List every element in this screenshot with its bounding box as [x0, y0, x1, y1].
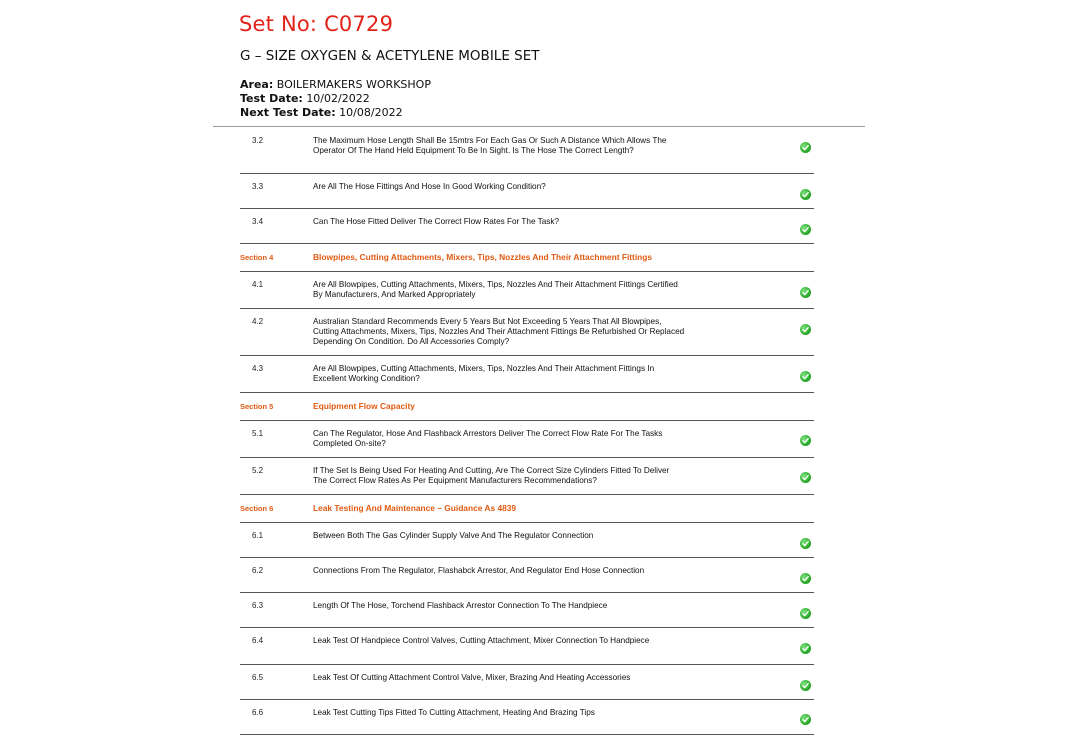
item-question: Connections From The Regulator, Flashabck Arrestor, And Regulator End Hose Connection: [313, 566, 645, 575]
item-question: Leak Test Cutting Tips Fitted To Cutting Attachment, Heating And Brazing Tips: [313, 708, 595, 717]
item-number: 6.6: [252, 708, 264, 717]
item-number: 3.2: [252, 136, 264, 145]
item-number: 6.5: [252, 673, 264, 682]
checklist-row: [240, 665, 814, 700]
test-date-value: 10/02/2022: [306, 92, 370, 105]
next-test-date-label: Next Test Date:: [240, 106, 336, 119]
section-title: Leak Testing And Maintenance – Guidance As 4839: [313, 503, 517, 513]
check-circle-icon: [800, 714, 811, 725]
header-divider: [213, 126, 865, 127]
section-header: [240, 495, 814, 523]
item-number: 5.2: [252, 466, 264, 475]
checklist-row: [240, 700, 814, 735]
item-question: Leak Test Of Cutting Attachment Control Valve, Mixer, Brazing And Heating Accessories: [313, 673, 631, 682]
section-number: Section 5: [240, 402, 274, 411]
item-number: 4.1: [252, 280, 264, 289]
item-number: 4.2: [252, 317, 264, 326]
checklist-row: [240, 309, 814, 356]
area-value: BOILERMAKERS WORKSHOP: [276, 78, 431, 91]
check-circle-icon: [800, 573, 811, 584]
item-question: Can The Hose Fitted Deliver The Correct Flow Rates For The Task?: [313, 217, 560, 226]
checklist-row: [240, 209, 814, 244]
checklist-row: [240, 593, 814, 628]
item-question: Length Of The Hose, Torchend Flashback Arrestor Connection To The Handpiece: [313, 601, 608, 610]
checklist-row: [240, 558, 814, 593]
item-question: Are All Blowpipes, Cutting Attachments, Mixers, Tips, Nozzles And Their Attachment Fittings In Excellent Working Condition?: [313, 364, 655, 383]
area-line: [240, 78, 431, 91]
checklist-row: [240, 421, 814, 458]
item-number: 6.2: [252, 566, 264, 575]
item-number: 6.3: [252, 601, 264, 610]
check-circle-icon: [800, 224, 811, 235]
item-question: If The Set Is Being Used For Heating And Cutting, Are The Correct Size Cylinders Fitted To Deliver The Correct Flow Rates As Per Equipment Manufacturers Recommendations?: [313, 466, 670, 485]
check-circle-icon: [800, 472, 811, 483]
check-circle-icon: [800, 608, 811, 619]
item-number: 3.3: [252, 182, 264, 191]
check-circle-icon: [800, 643, 811, 654]
set-number: Set No: C0729: [239, 12, 394, 36]
checklist-row: [240, 128, 814, 174]
next-test-date-line: [240, 106, 403, 119]
item-number: 4.3: [252, 364, 264, 373]
item-question: The Maximum Hose Length Shall Be 15mtrs For Each Gas Or Such A Distance Which Allows The Operator Of The Hand Held Equipment To Be In Sight. Is The Hose The Correct Length?: [313, 136, 667, 155]
check-circle-icon: [800, 189, 811, 200]
check-circle-icon: [800, 142, 811, 153]
section-number: Section 4: [240, 253, 274, 262]
checklist-row: [240, 174, 814, 209]
item-number: 6.1: [252, 531, 264, 540]
item-question: Leak Test Of Handpiece Control Valves, Cutting Attachment, Mixer Connection To Handpiece: [313, 636, 650, 645]
item-question: Between Both The Gas Cylinder Supply Valve And The Regulator Connection: [313, 531, 594, 540]
test-date-label: Test Date:: [240, 92, 303, 105]
set-title: G – SIZE OXYGEN & ACETYLENE MOBILE SET: [240, 48, 540, 64]
next-test-date-value: 10/08/2022: [339, 106, 403, 119]
checklist-row: [240, 458, 814, 495]
check-circle-icon: [800, 371, 811, 382]
checklist-row: [240, 523, 814, 558]
item-number: 3.4: [252, 217, 264, 226]
checklist-row: [240, 272, 814, 309]
item-number: 6.4: [252, 636, 264, 645]
checklist-row: [240, 356, 814, 393]
section-header: [240, 393, 814, 421]
section-title: Blowpipes, Cutting Attachments, Mixers, Tips, Nozzles And Their Attachment Fittings: [313, 252, 653, 262]
check-circle-icon: [800, 538, 811, 549]
item-question: Australian Standard Recommends Every 5 Years But Not Exceeding 5 Years That All Blowpipes, Cutting Attachments, Mixers, Tips, Nozzles And Their Attachment Fittings Be Refurbished Or Replaced Depending On Condition. Do All Accessories Comply?: [313, 317, 685, 346]
check-circle-icon: [800, 324, 811, 335]
check-circle-icon: [800, 287, 811, 298]
section-title: Equipment Flow Capacity: [313, 401, 415, 411]
section-header: [240, 244, 814, 272]
item-question: Can The Regulator, Hose And Flashback Arrestors Deliver The Correct Flow Rate For The Tasks Completed On-site?: [313, 429, 663, 448]
checklist-row: [240, 628, 814, 665]
item-question: Are All Blowpipes, Cutting Attachments, Mixers, Tips, Nozzles And Their Attachment Fittings Certified By Manufacturers, And Marked Appropriately: [313, 280, 678, 299]
test-date-line: [240, 92, 370, 105]
check-circle-icon: [800, 435, 811, 446]
section-number: Section 6: [240, 504, 274, 513]
item-number: 5.1: [252, 429, 264, 438]
area-label: Area:: [240, 78, 274, 91]
check-circle-icon: [800, 680, 811, 691]
item-question: Are All The Hose Fittings And Hose In Good Working Condition?: [313, 182, 546, 191]
